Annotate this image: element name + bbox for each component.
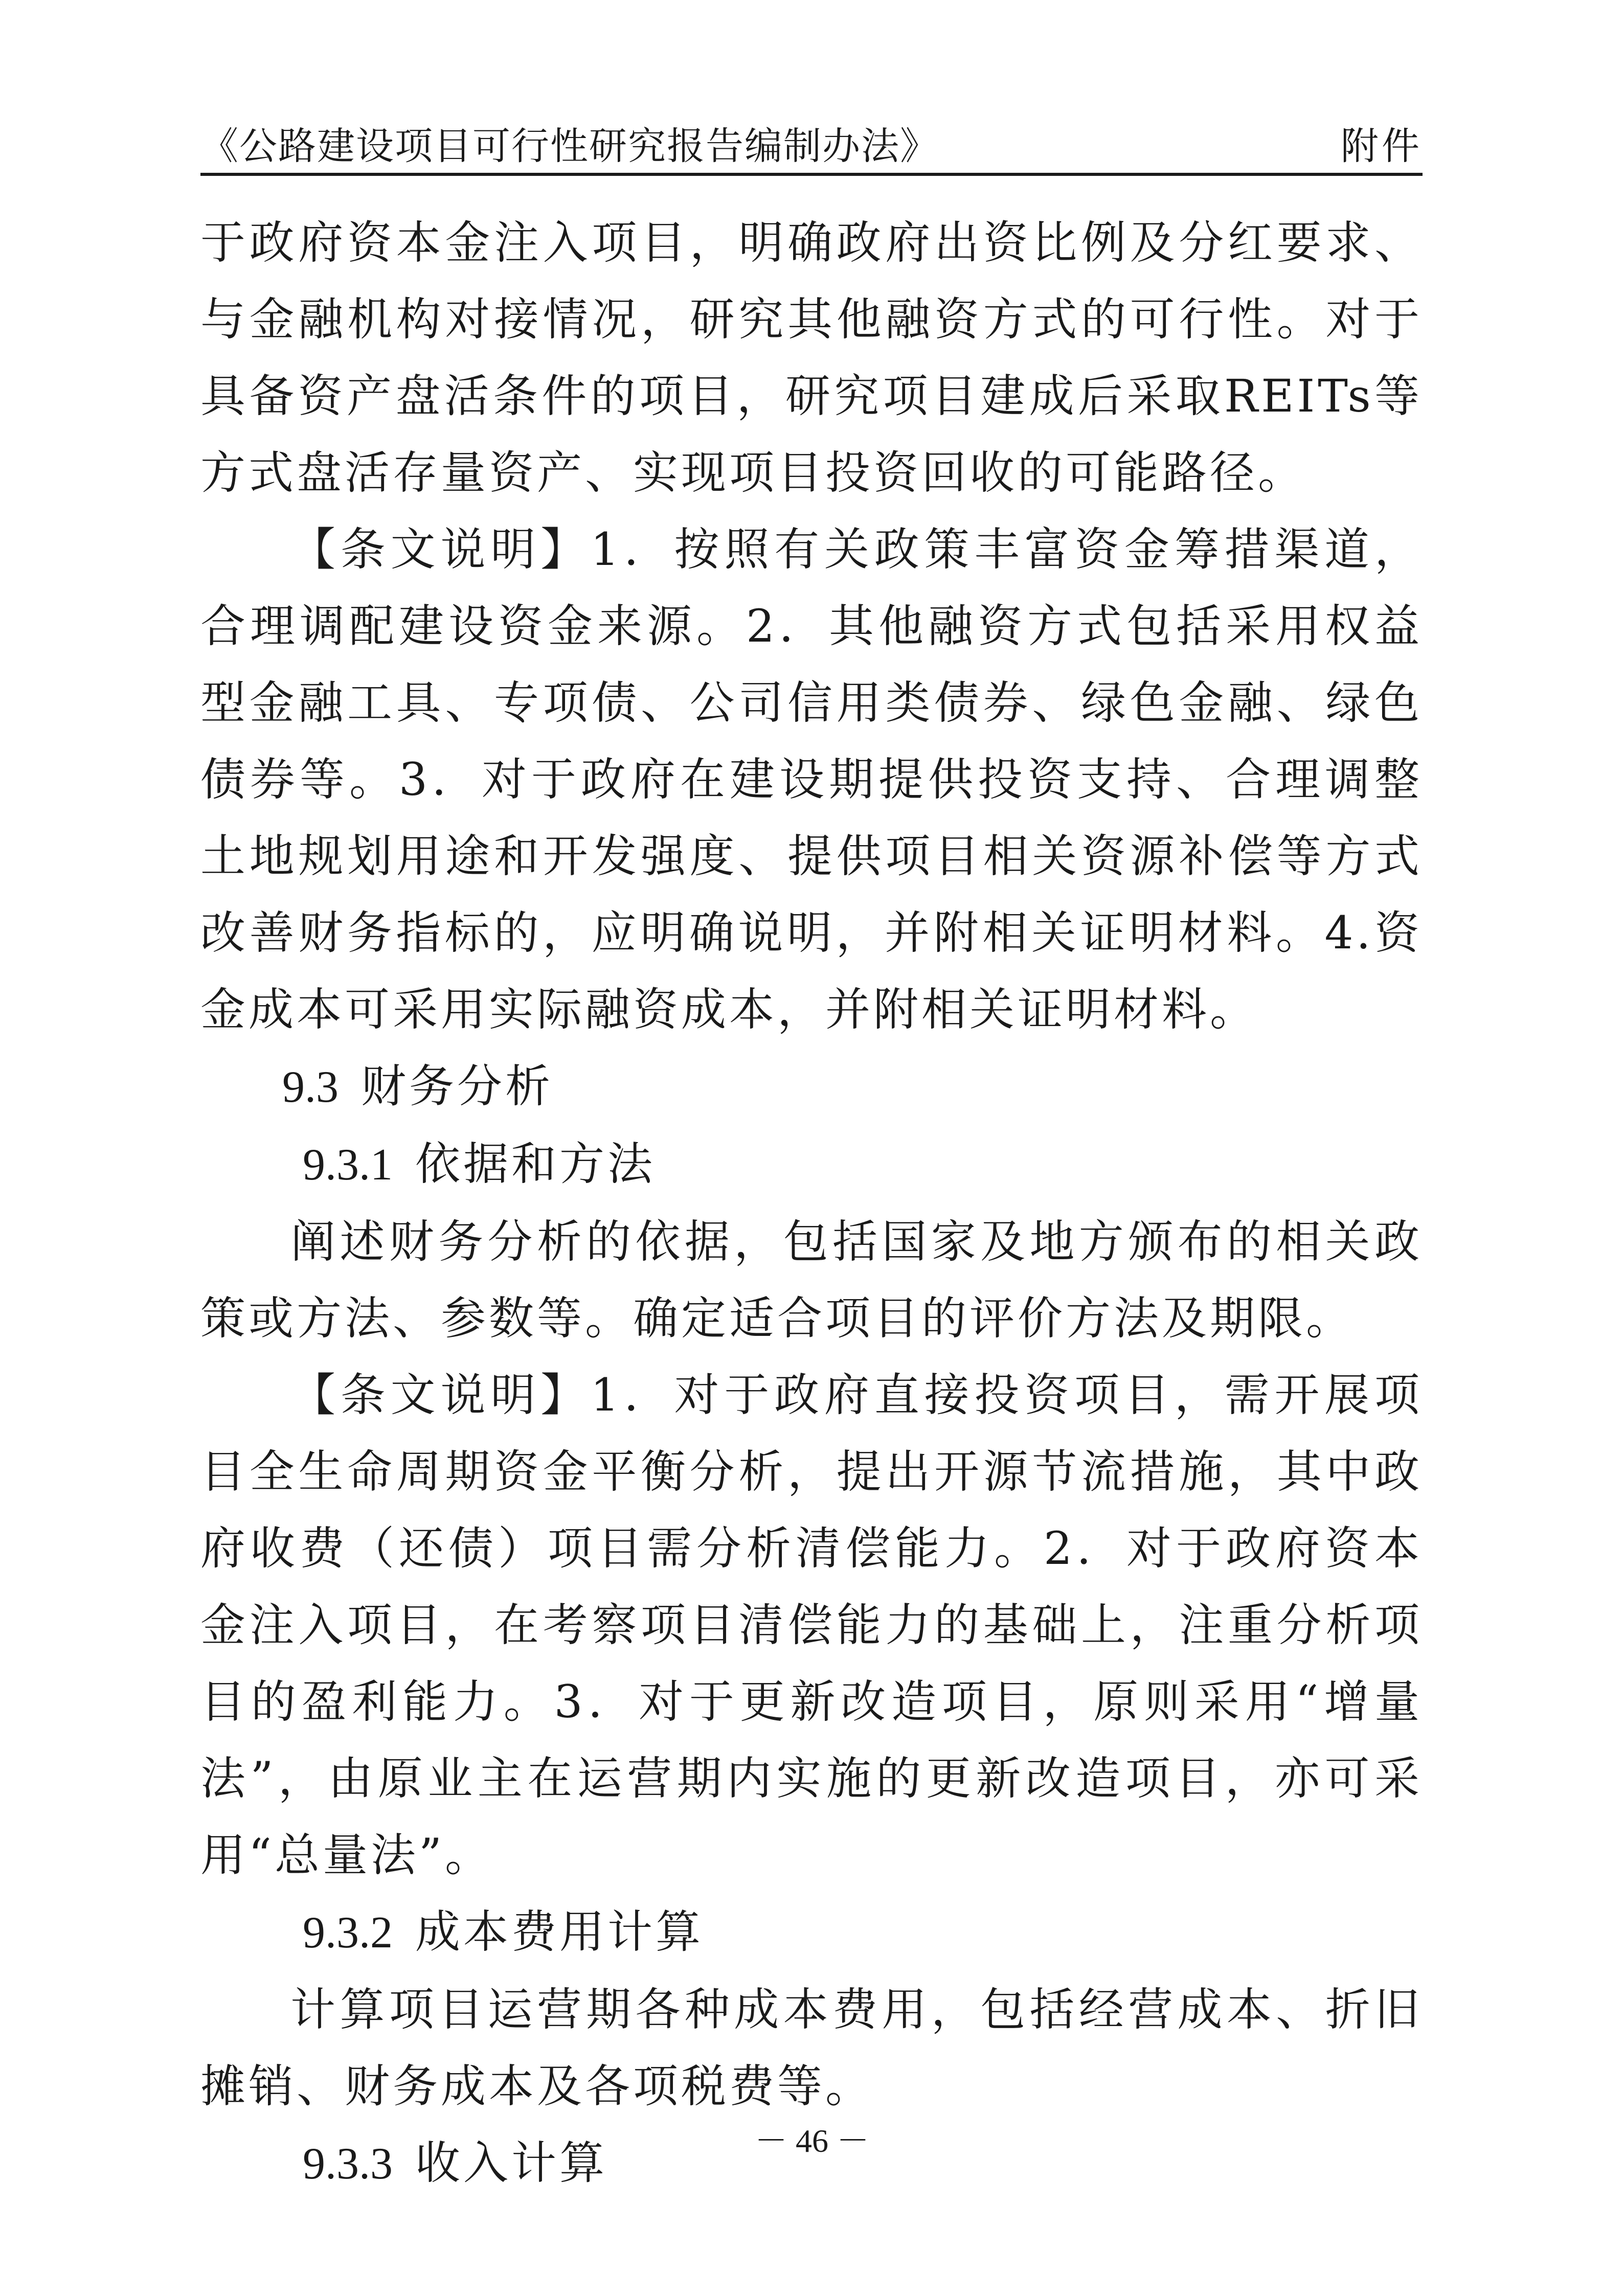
section-title: 收入计算: [415, 2136, 608, 2189]
header-divider: [200, 173, 1423, 176]
paragraph-cost-calculation: 计算项目运营期各种成本费用，包括经营成本、折旧摊销、财务成本及各项税费等。: [200, 1983, 1423, 2112]
section-heading-9-3: [200, 1048, 1423, 1126]
paragraph-basis-and-method: 阐述财务分析的依据，包括国家及地方颁布的相关政策或方法、参数等。确定适合项目的评价方法及期限。: [200, 1215, 1423, 1345]
section-number: 9.3: [282, 1062, 339, 1112]
paragraph-clause-note-financing: 【条文说明】1．按照有关政策丰富资金筹措渠道，合理调配建设资金来源。2．其他融资方式包括采用权益型金融工具、专项债、公司信用类债券、绿色金融、绿色债券等。3．对于政府在建设期提供投资支持、合理调整土地规划用途和开发强度、提供项目相关资源补偿等方式改善财务指标的，应明确说明，并附相关证明材料。4.资金成本可采用实际融资成本，并附相关证明材料。: [200, 523, 1423, 1036]
page-header: [200, 121, 1423, 172]
section-heading-9-3-2: [200, 1894, 1423, 1971]
section-heading-9-3-1: [200, 1126, 1423, 1203]
document-title: 《公路建设项目可行性研究报告编制办法》: [200, 124, 939, 168]
section-number: 9.3.3: [303, 2139, 393, 2189]
page-number: － 46 －: [755, 2123, 869, 2159]
paragraph-clause-note-analysis: 【条文说明】1．对于政府直接投资项目，需开展项目全生命周期资金平衡分析，提出开源节流措施，其中政府收费（还债）项目需分析清偿能力。2．对于政府资本金注入项目，在考察项目清偿能力的基础上，注重分析项目的盈利能力。3．对于更新改造项目，原则采用“增量法”，由原业主在运营期内实施的更新改造项目，亦可采用“总量法”。: [200, 1369, 1423, 1881]
section-number: 9.3.1: [303, 1140, 393, 1190]
section-title: 成本费用计算: [415, 1905, 704, 1958]
section-title: 依据和方法: [415, 1138, 656, 1190]
page-body: [200, 204, 1423, 2202]
section-number: 9.3.2: [303, 1908, 393, 1958]
paragraph-financing-continued: 于政府资本金注入项目，明确政府出资比例及分红要求、与金融机构对接情况，研究其他融资方式的可行性。对于具备资产盘活条件的项目，研究项目建成后采取REITs等方式盘活存量资产、实现项目投资回收的可能路径。: [200, 216, 1423, 499]
section-title: 财务分析: [361, 1060, 554, 1112]
attachment-label: 附件: [1341, 124, 1423, 168]
